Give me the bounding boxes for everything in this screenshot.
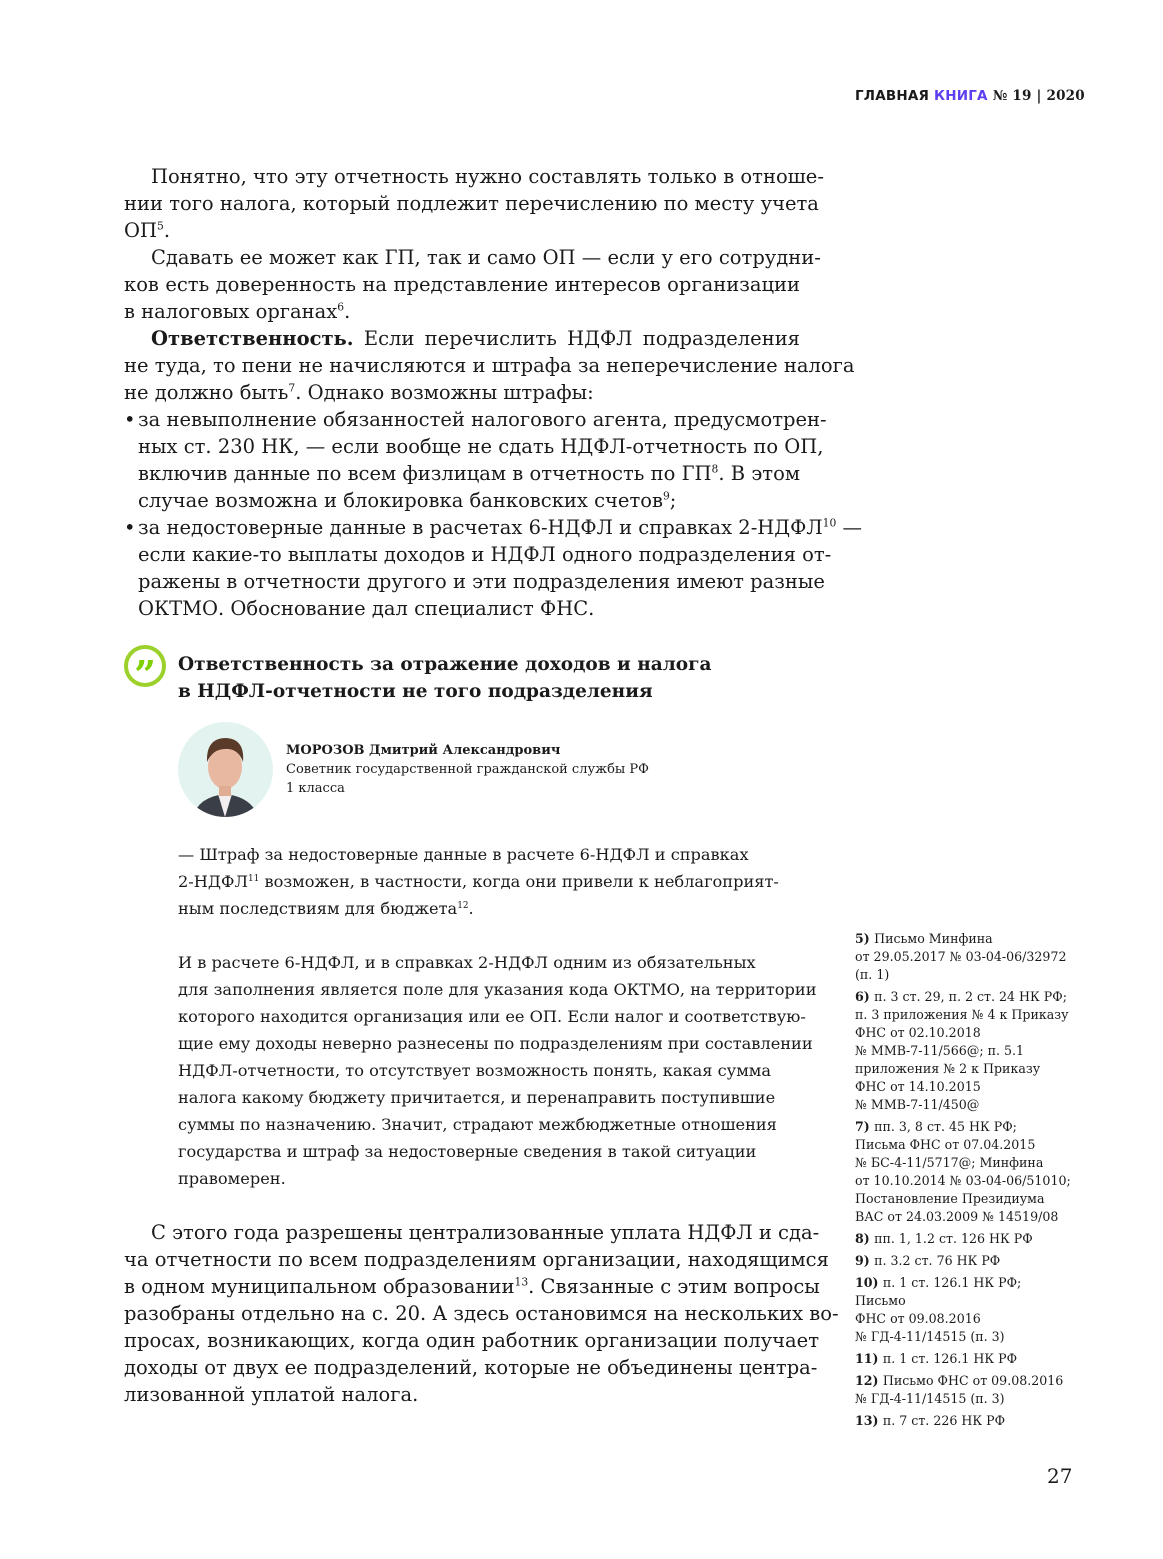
footnote-line bbox=[855, 1024, 1075, 1042]
footnote-line bbox=[855, 1310, 1075, 1328]
footnote-number: 13) bbox=[855, 1413, 883, 1428]
footnote-text: № ГД-4-11/14515 (п. 3) bbox=[855, 1391, 1005, 1406]
footnote bbox=[855, 1118, 1075, 1226]
footnote bbox=[855, 1252, 1075, 1270]
footnote-text: № БС-4-11/5717@; Минфина bbox=[855, 1155, 1044, 1170]
footnote-text: ФНС от 02.10.2018 bbox=[855, 1025, 981, 1040]
text-run: . bbox=[344, 300, 351, 323]
expert-avatar bbox=[178, 722, 273, 817]
footnote-text: п. 1 ст. 126.1 НК РФ bbox=[882, 1351, 1018, 1366]
footnote-text: № ММВ-7-11/566@; п. 5.1 bbox=[855, 1043, 1025, 1058]
running-header bbox=[855, 88, 1085, 104]
footnote-text: пп. 1, 1.2 ст. 126 НК РФ bbox=[874, 1231, 1033, 1246]
expert-title: Советник государственной гражданской службы РФ bbox=[286, 762, 649, 777]
text-line bbox=[178, 841, 793, 868]
footnote-text: п. 3 приложения № 4 к Приказу bbox=[855, 1007, 1069, 1022]
quote-title-line: в НДФЛ-отчетности не того подразделения bbox=[178, 681, 653, 702]
footnote-ref: 10 bbox=[822, 516, 837, 530]
text-run: И в расчете 6-НДФЛ, и в справках 2-НДФЛ одним из обязательных bbox=[178, 953, 756, 972]
text-run: в одном муниципальном образовании bbox=[124, 1275, 515, 1298]
footnote-ref: 5 bbox=[157, 219, 164, 233]
text-run: . Связанные с этим вопросы bbox=[528, 1275, 820, 1298]
footnote-line bbox=[855, 966, 1075, 984]
text-line bbox=[124, 325, 800, 352]
issue-number: № 19 | 2020 bbox=[992, 88, 1085, 104]
footnote-line bbox=[855, 948, 1075, 966]
text-line bbox=[124, 406, 827, 433]
text-run: С этого года разрешены централизованные уплата НДФЛ и сда- bbox=[151, 1221, 820, 1244]
text-line bbox=[178, 1003, 806, 1030]
footnote-line bbox=[855, 930, 1075, 948]
footnote-text: ФНС от 09.08.2016 bbox=[855, 1311, 981, 1326]
text-run: доходы от двух ее подразделений, которые не объединены центра- bbox=[124, 1356, 818, 1379]
text-run: Понятно, что эту отчетность нужно составлять только в отноше- bbox=[151, 165, 824, 188]
footnote bbox=[855, 1412, 1075, 1430]
footnote-line bbox=[855, 1412, 1075, 1430]
text-line bbox=[178, 1057, 793, 1084]
text-run: суммы по назначению. Значит, страдают межбюджетные отношения bbox=[178, 1115, 777, 1134]
text-run: . Однако возможны штрафы: bbox=[295, 381, 594, 404]
text-line bbox=[124, 460, 800, 487]
text-line bbox=[124, 1246, 829, 1273]
text-line bbox=[124, 1354, 818, 1381]
footnote-number: 5) bbox=[855, 931, 875, 946]
text-line bbox=[124, 568, 825, 595]
footnote-line bbox=[855, 1154, 1075, 1172]
quote-title-line: Ответственность за отражение доходов и налога bbox=[178, 654, 712, 675]
footnote-line bbox=[855, 1230, 1075, 1248]
text-run: ных ст. 230 НК, — если вообще не сдать НДФЛ-отчетность по ОП, bbox=[138, 435, 824, 458]
text-run: для заполнения является поле для указания кода ОКТМО, на территории bbox=[178, 980, 817, 999]
text-line bbox=[124, 1273, 820, 1300]
text-line bbox=[124, 163, 824, 190]
text-line bbox=[124, 379, 800, 406]
text-run: если какие-то выплаты доходов и НДФЛ одного подразделения от- bbox=[138, 543, 832, 566]
text-line bbox=[178, 1084, 793, 1111]
footnote-ref: 13 bbox=[514, 1275, 529, 1289]
text-line bbox=[124, 1300, 839, 1327]
text-line bbox=[124, 433, 824, 460]
person-photo-icon bbox=[178, 722, 273, 817]
body-text-top bbox=[124, 163, 862, 622]
quote-text bbox=[178, 841, 793, 922]
footnote-ref: 12 bbox=[457, 900, 469, 911]
text-line bbox=[124, 190, 819, 217]
text-line bbox=[124, 487, 800, 514]
footnote-line bbox=[855, 1390, 1075, 1408]
text-line bbox=[124, 1327, 819, 1354]
footnote-text: п. 1 ст. 126.1 НК РФ; Письмо bbox=[855, 1275, 1022, 1308]
text-run: за невыполнение обязанностей налогового агента, предусмотрен- bbox=[138, 408, 827, 431]
footnote bbox=[855, 1372, 1075, 1408]
page-number: 27 bbox=[1047, 1464, 1073, 1488]
footnote-line bbox=[855, 1060, 1075, 1078]
text-run: которого находится организация или ее ОП. Если налог и соответствую- bbox=[178, 1007, 806, 1026]
footnote-line bbox=[855, 1096, 1075, 1114]
text-run: 2-НДФЛ bbox=[178, 872, 248, 891]
text-line bbox=[124, 271, 800, 298]
text-run: правомерен. bbox=[178, 1169, 286, 1188]
text-line bbox=[178, 1030, 813, 1057]
footnote bbox=[855, 930, 1075, 984]
text-run: . bbox=[468, 899, 474, 918]
text-line bbox=[124, 1219, 820, 1246]
text-run: не туда, то пени не начисляются и штрафа за неперечисление налога bbox=[124, 354, 855, 377]
footnote-text: п. 7 ст. 226 НК РФ bbox=[882, 1413, 1006, 1428]
text-run: ОКТМО. Обоснование дал специалист ФНС. bbox=[138, 597, 595, 620]
text-line bbox=[124, 352, 855, 379]
footnote-number: 7) bbox=[855, 1119, 875, 1134]
text-run: просах, возникающих, когда один работник организации получает bbox=[124, 1329, 819, 1352]
footnote-text: п. 3 ст. 29, п. 2 ст. 24 НК РФ; bbox=[874, 989, 1067, 1004]
expert-info bbox=[286, 741, 649, 798]
text-run: . bbox=[163, 219, 171, 242]
text-run: возможен, в частности, когда они привели к неблагоприят- bbox=[259, 872, 779, 891]
footnote-text: ВАС от 24.03.2009 № 14519/08 bbox=[855, 1209, 1059, 1224]
footnote-ref: 7 bbox=[288, 381, 296, 395]
text-run: Сдавать ее может как ГП, так и само ОП — если у его сотрудни- bbox=[151, 246, 821, 269]
footnote-line bbox=[855, 1350, 1075, 1368]
text-run: лизованной уплатой налога. bbox=[124, 1383, 419, 1406]
text-run: в налоговых органах bbox=[124, 300, 338, 323]
text-line bbox=[178, 949, 793, 976]
text-run: налога какому бюджету причитается, и перенаправить поступившие bbox=[178, 1088, 776, 1107]
quote-text bbox=[178, 949, 817, 1192]
text-run: за недостоверные данные в расчетах 6-НДФЛ и справках 2-НДФЛ bbox=[138, 516, 823, 539]
footnote-line bbox=[855, 1208, 1075, 1226]
footnote bbox=[855, 1350, 1075, 1368]
footnotes bbox=[855, 930, 1075, 1434]
text-line bbox=[124, 298, 800, 325]
footnote-line bbox=[855, 1118, 1075, 1136]
footnote-number: 9) bbox=[855, 1253, 875, 1268]
text-line bbox=[178, 976, 817, 1003]
footnote-text: п. 3.2 ст. 76 НК РФ bbox=[874, 1253, 1001, 1268]
footnote-line bbox=[855, 1190, 1075, 1208]
brand-part1: ГЛАВНАЯ bbox=[855, 88, 930, 104]
footnote-text: (п. 1) bbox=[855, 967, 890, 982]
text-run: — bbox=[836, 516, 862, 539]
text-line bbox=[124, 541, 832, 568]
text-run: ча отчетности по всем подразделениям организации, находящимся bbox=[124, 1248, 829, 1271]
footnote-line bbox=[855, 1252, 1075, 1270]
footnote bbox=[855, 1274, 1075, 1346]
text-line bbox=[124, 595, 800, 622]
text-run: случае возможна и блокировка банковских счетов bbox=[138, 489, 663, 512]
footnote-number: 10) bbox=[855, 1275, 883, 1290]
footnote-line bbox=[855, 1006, 1075, 1024]
quote-title bbox=[178, 651, 711, 705]
footnote-text: от 29.05.2017 № 03-04-06/32972 bbox=[855, 949, 1067, 964]
footnote-text: от 10.10.2014 № 03-04-06/51010; bbox=[855, 1173, 1071, 1188]
text-run: НДФЛ-отчетности, то отсутствует возможность понять, какая сумма bbox=[178, 1061, 772, 1080]
text-run: государства и штраф за недостоверные сведения в такой ситуации bbox=[178, 1142, 757, 1161]
footnote-ref: 9 bbox=[662, 489, 670, 503]
footnote-text: приложения № 2 к Приказу bbox=[855, 1061, 1041, 1076]
text-run: . В этом bbox=[718, 462, 800, 485]
footnote-number: 12) bbox=[855, 1373, 883, 1388]
footnote-text: пп. 3, 8 ст. 45 НК РФ; bbox=[874, 1119, 1017, 1134]
text-run: Ответственность. bbox=[151, 327, 354, 350]
expert-title: 1 класса bbox=[286, 781, 345, 796]
footnote-ref: 8 bbox=[711, 462, 719, 476]
text-line bbox=[124, 514, 862, 541]
text-run: щие ему доходы неверно разнесены по подразделениям при составлении bbox=[178, 1034, 813, 1053]
footnote-text: Письма ФНС от 07.04.2015 bbox=[855, 1137, 1036, 1152]
footnote bbox=[855, 988, 1075, 1114]
text-line bbox=[124, 217, 800, 244]
text-run: ; bbox=[669, 489, 677, 512]
text-run: ков есть доверенность на представление интересов организации bbox=[124, 273, 800, 296]
text-run: не должно быть bbox=[124, 381, 289, 404]
footnote-text: ФНС от 14.10.2015 bbox=[855, 1079, 981, 1094]
footnote-line bbox=[855, 1042, 1075, 1060]
footnote-line bbox=[855, 988, 1075, 1006]
brand-part2: КНИГА bbox=[934, 88, 988, 104]
text-run: ным последствиям для бюджета bbox=[178, 899, 458, 918]
footnote-number: 8) bbox=[855, 1231, 875, 1246]
text-run: разобраны отдельно на с. 20. А здесь остановимся на нескольких во- bbox=[124, 1302, 839, 1325]
footnote-text: Письмо Минфина bbox=[874, 931, 993, 946]
footnote-line bbox=[855, 1328, 1075, 1346]
text-run: — Штраф за недостоверные данные в расчете 6-НДФЛ и справках bbox=[178, 845, 749, 864]
text-line bbox=[178, 895, 793, 922]
footnote-number: 11) bbox=[855, 1351, 883, 1366]
footnote-number: 6) bbox=[855, 989, 875, 1004]
text-line bbox=[124, 244, 821, 271]
footnote-text: № ММВ-7-11/450@ bbox=[855, 1097, 980, 1112]
text-run: Если перечислить НДФЛ подразделения bbox=[353, 327, 800, 350]
footnote-line bbox=[855, 1078, 1075, 1096]
text-run: ОП bbox=[124, 219, 157, 242]
text-line bbox=[178, 1138, 793, 1165]
text-line bbox=[178, 1111, 793, 1138]
footnote-line bbox=[855, 1372, 1075, 1390]
quote-mark-icon: ” bbox=[124, 645, 166, 687]
footnote-ref: 6 bbox=[337, 300, 345, 314]
footnote-text: Письмо ФНС от 09.08.2016 bbox=[882, 1373, 1064, 1388]
footnote-text: Постановление Президиума bbox=[855, 1191, 1045, 1206]
text-run: включив данные по всем физлицам в отчетность по ГП bbox=[138, 462, 712, 485]
body-text-bottom bbox=[124, 1219, 839, 1408]
text-line bbox=[178, 868, 793, 895]
footnote-text: № ГД-4-11/14515 (п. 3) bbox=[855, 1329, 1005, 1344]
text-run: нии того налога, который подлежит перечислению по месту учета bbox=[124, 192, 819, 215]
footnote-ref: 11 bbox=[248, 873, 260, 884]
text-run: ражены в отчетности другого и эти подразделения имеют разные bbox=[138, 570, 825, 593]
expert-name: МОРОЗОВ Дмитрий Александрович bbox=[286, 743, 561, 758]
text-line bbox=[124, 1381, 800, 1408]
text-line bbox=[178, 1165, 793, 1192]
footnote-line bbox=[855, 1172, 1075, 1190]
footnote bbox=[855, 1230, 1075, 1248]
footnote-line bbox=[855, 1136, 1075, 1154]
footnote-line bbox=[855, 1274, 1075, 1310]
